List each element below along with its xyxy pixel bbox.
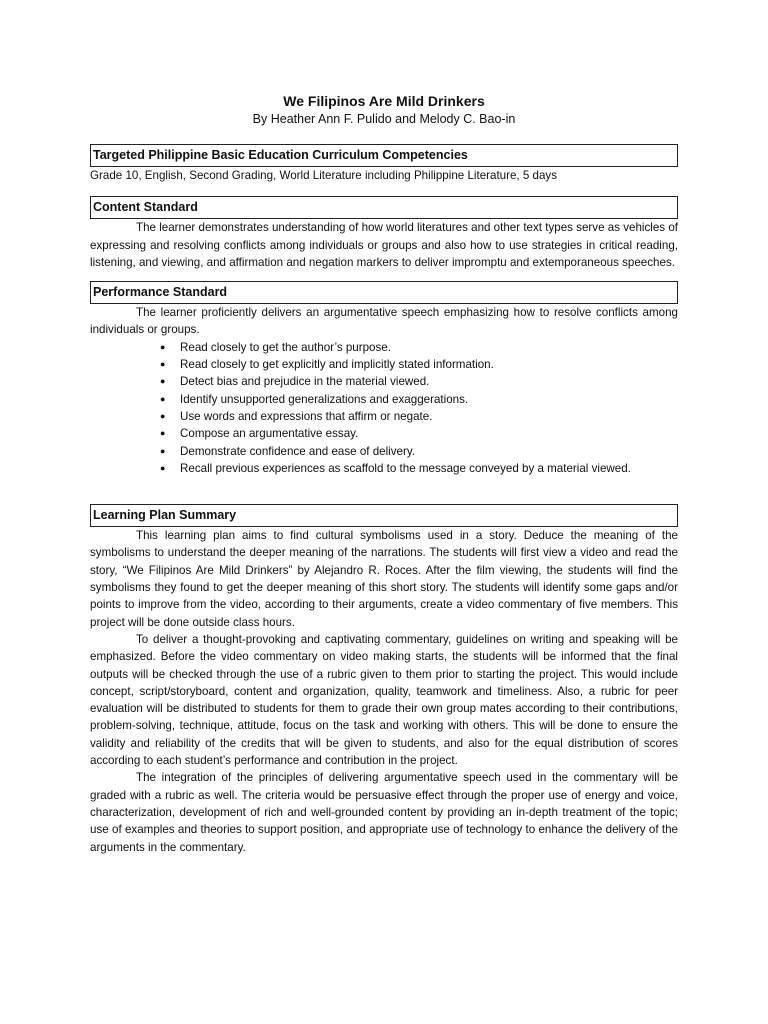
competencies-text: Grade 10, English, Second Grading, World Literature including Philippine Literature, 5 days [90,169,558,182]
bullet-item: ● Read closely to get explicitly and implicitly stated information. [160,356,678,373]
bullet-item: ● Detect bias and prejudice in the material viewed. [160,373,678,390]
learning-plan-summary-heading: Learning Plan Summary [90,504,678,527]
content-standard-heading: Content Standard [90,196,678,219]
document-title: We Filipinos Are Mild Drinkers [283,93,485,109]
competencies-heading: Targeted Philippine Basic Education Curriculum Competencies [90,144,678,167]
bullet-item: ● Identify unsupported generalizations and exaggerations. [160,391,678,408]
bullet-item: ● Recall previous experiences as scaffold to the message conveyed by a material viewed. [160,460,678,477]
content-standard-text: The learner demonstrates understanding of how world literatures and other text types serve as vehicles of expressing and resolving conflicts among individuals or groups and also how to use strategies in critical reading, listening, and viewing, and affirmation and negation markers to deliver impromptu and extemporaneous speeches. [90,221,678,269]
document-page [90,92,678,856]
summary-paragraph-1: This learning plan aims to find cultural symbolisms used in a story. Deduce the meaning of the symbolisms to understand the deeper meaning of the narrations. The students will first view a video and read the story, “We Filipinos Are Mild Drinkers” by Alejandro R. Roces. After the film viewing, the students will find the symbolisms they found to get the deeper meaning of this short story. The students will identify some gaps and/or points to improve from the video, according to their arguments, create a video commentary of five members. This project will be done outside class hours. [90,529,678,629]
summary-paragraph-2: To deliver a thought-provoking and captivating commentary, guidelines on writing and speaking will be emphasized. Before the video commentary on video making starts, the students will be informed that the final outputs will be checked through the use of a rubric given to them prior to starting the project. This would include concept, script/storyboard, content and organization, quality, teamwork and timeliness. Also, a rubric for peer evaluation will be distributed to students for them to grade their own group mates according to their contributions, problem-solving, technique, attitude, focus on the task and working with others. This will be done to ensure the validity and reliability of the credits that will be given to students, and also for the equal distribution of scores according to each student’s performance and contribution in the project. [90,632,678,768]
performance-bullet-list [90,339,678,477]
performance-standard-text: The learner proficiently delivers an argumentative speech emphasizing how to resolve conflicts among individuals or groups. [90,306,678,337]
bullet-item: ● Compose an argumentative essay. [160,425,678,442]
performance-standard-heading: Performance Standard [90,281,678,304]
bullet-item: ● Demonstrate confidence and ease of delivery. [160,443,678,460]
bullet-item: ● Read closely to get the author’s purpose. [160,339,678,356]
document-byline: By Heather Ann F. Pulido and Melody C. Bao-in [252,112,516,126]
bullet-item: ● Use words and expressions that affirm or negate. [160,408,678,425]
summary-paragraph-3: The integration of the principles of delivering argumentative speech used in the commentary will be graded with a rubric as well. The criteria would be persuasive effect through the proper use of energy and voice, characterization, development of rich and well-grounded content by providing an in-depth treatment of the topic; use of examples and theories to support position, and appropriate use of technology to enhance the delivery of the arguments in the commentary. [90,771,678,854]
